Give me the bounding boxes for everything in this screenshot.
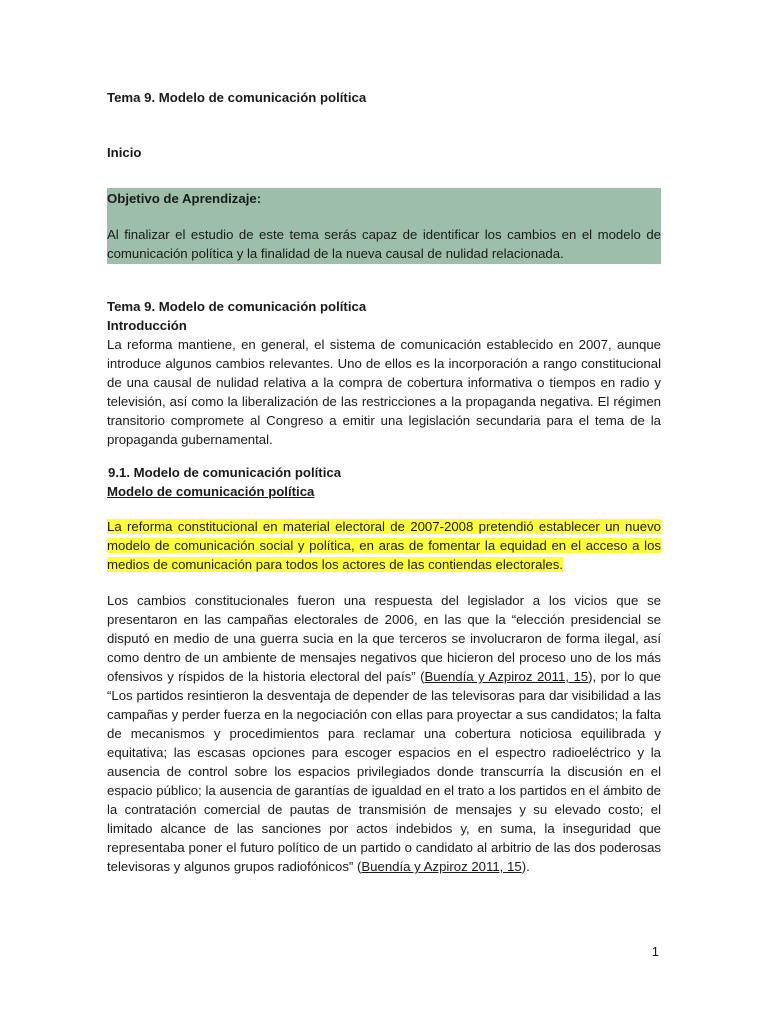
objective-heading: Objetivo de Aprendizaje: [107, 191, 262, 206]
intro-paragraph: La reforma mantiene, en general, el sistema de comunicación establecido en 2007, aunque introduce algunos cambios relevantes. Uno de ellos es la incorporación a rango constitucional de una causal de nulidad relativa a la compra de cobertura informativa o tiempos en radio y televisión, así como la liberalización de las restricciones a la propaganda negativa. El régimen transitorio compromete al Congreso a emitir una legislación secundaria para el tema de la propaganda gubernamental. [107, 337, 661, 447]
section-title: Tema 9. Modelo de comunicación política [107, 299, 367, 314]
citation-link-1[interactable]: Buendía y Azpiroz 2011, 15 [424, 669, 589, 684]
highlighted-paragraph [107, 517, 661, 574]
subsection-underlined-title: Modelo de comunicación política [107, 484, 315, 499]
document-title: Tema 9. Modelo de comunicación política [107, 90, 367, 105]
subsection-title: 9.1. Modelo de comunicación política [108, 465, 342, 480]
body-text-part2: ), por lo que “Los partidos resintieron la desventaja de depender de las televisoras para dar visibilidad a las campañas y perder fuerza en la negociación con ellas para proyectar a sus candidatos; la falta de mecanismos y procedimientos para reclamar una cobertura noticiosa equilibrada y equitativa; las escasas opciones para escoger espacios en el espectro radioeléctrico y la ausencia de control sobre los espacios privilegiados donde transcurría la discusión en el espacio público; la ausencia de garantías de igualdad en el trato a los partidos en el ámbito de la contratación comercial de pautas de transmisión de mensajes y su elevado costo; el limitado alcance de las sanciones por actos indebidos y, en suma, la inseguridad que representaba poner el futuro político de un partido o candidato al arbitrio de las dos poderosas televisoras y algunos grupos radiofónicos” ( [107, 669, 661, 874]
body-paragraph [107, 591, 661, 876]
highlighted-text: La reforma constitucional en material electoral de 2007-2008 pretendió establecer un nuevo modelo de comunicación social y política, en aras de fomentar la equidad en el acceso a los medios de comunicación para todos los actores de las contiendas electorales. [107, 519, 661, 572]
intro-heading: Introducción [107, 318, 187, 333]
body-text-part3: ). [521, 859, 530, 874]
inicio-heading: Inicio [107, 145, 142, 160]
objective-text: Al finalizar el estudio de este tema serás capaz de identificar los cambios en el modelo de comunicación política y la finalidad de la nueva causal de nulidad relacionada. [107, 227, 661, 261]
page-number: 1 [651, 944, 659, 959]
objective-box [107, 188, 661, 264]
citation-link-2[interactable]: Buendía y Azpiroz 2011, 15 [361, 859, 522, 874]
body-text-part1: Los cambios constitucionales fueron una respuesta del legislador a los vicios que se presentaron en las campañas electorales de 2006, en las que la “elección presidencial se disputó en medio de una guerra sucia en la que terceros se involucraron de forma ilegal, así como dentro de un ambiente de mensajes negativos que hicieron del proceso uno de los más ofensivos y ríspidos de la historia electoral del país” ( [107, 593, 661, 684]
document-content [107, 88, 661, 876]
